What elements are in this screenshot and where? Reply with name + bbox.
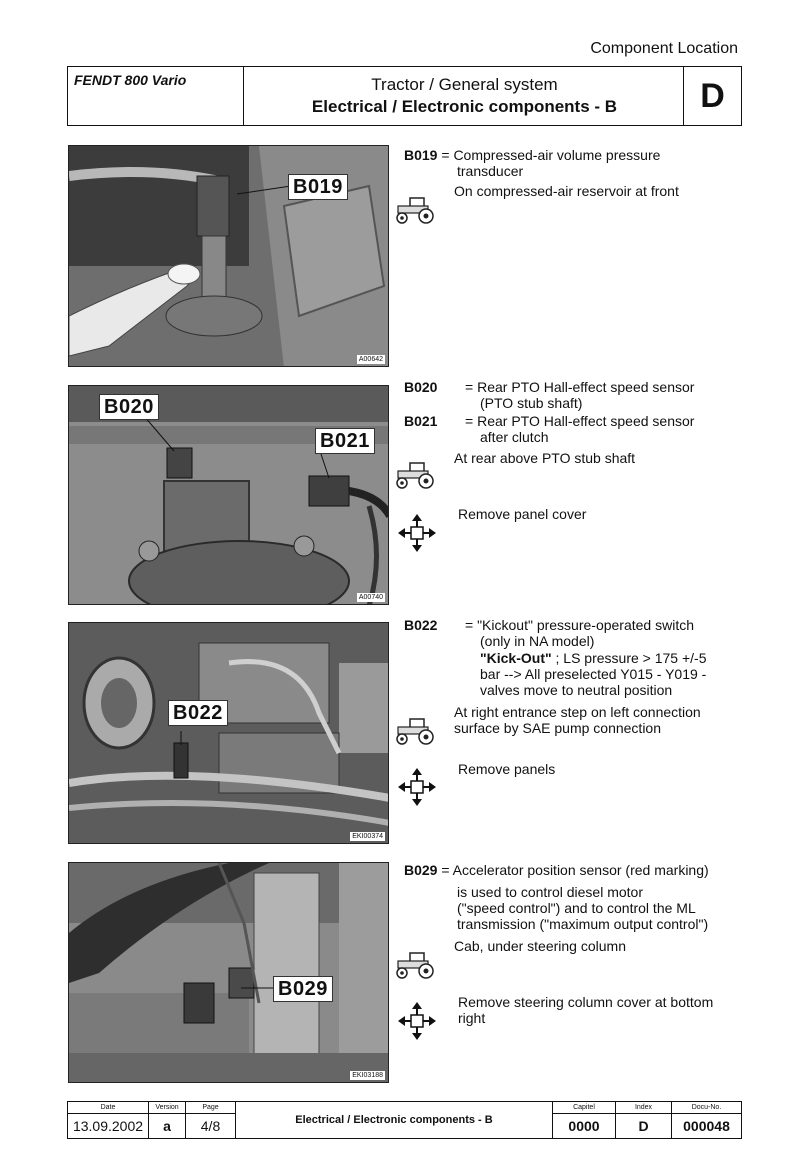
component-desc-cont: ("speed control") and to control the ML bbox=[457, 900, 696, 916]
move-arrows-icon bbox=[396, 512, 438, 559]
kickout-note-line: valves move to neutral position bbox=[480, 682, 673, 698]
image-ref: A00740 bbox=[358, 594, 383, 601]
photo-b022 bbox=[68, 622, 389, 844]
equals-sign: = bbox=[465, 617, 474, 633]
image-ref: EKI03188 bbox=[352, 1072, 383, 1079]
tractor-icon bbox=[392, 460, 438, 495]
footer-capitel: 0000 bbox=[568, 1118, 600, 1134]
move-arrows-icon bbox=[396, 1000, 438, 1047]
entry-b022-code bbox=[404, 617, 437, 633]
kickout-note bbox=[480, 650, 707, 666]
footer-title-cell bbox=[236, 1102, 553, 1138]
footer-date: 13.09.2002 bbox=[72, 1118, 144, 1134]
footer-page-label: Page bbox=[186, 1102, 235, 1114]
footer-docu-label: Docu-No. bbox=[672, 1102, 741, 1114]
location-text: At right entrance step on left connection bbox=[454, 704, 701, 720]
callout-b029: B029 bbox=[273, 976, 333, 1002]
footer-version-cell bbox=[149, 1102, 186, 1138]
component-desc: Rear PTO Hall-effect speed sensor bbox=[477, 379, 695, 395]
footer-title: Electrical / Electronic components - B bbox=[295, 1114, 493, 1126]
entry-b021-code bbox=[404, 413, 437, 429]
photo-b019 bbox=[68, 145, 389, 367]
equals-sign: = bbox=[465, 379, 474, 395]
footer-date-cell bbox=[68, 1102, 149, 1138]
photo-b029 bbox=[68, 862, 389, 1083]
component-desc-cont: transducer bbox=[457, 163, 524, 179]
header-line1: Tractor / General system bbox=[371, 75, 558, 94]
footer-date-label: Date bbox=[68, 1102, 148, 1114]
footer-index-label: Index bbox=[616, 1102, 671, 1114]
component-code: B020 bbox=[404, 379, 438, 395]
entry-b029-code-line bbox=[404, 862, 709, 878]
header-line2: Electrical / Electronic components - B bbox=[311, 97, 618, 116]
component-code: B022 bbox=[404, 617, 438, 633]
footer-version: a bbox=[163, 1118, 171, 1134]
action-text: Remove steering column cover at bottom bbox=[458, 994, 714, 1010]
action-text: Remove panels bbox=[458, 761, 556, 777]
callout-b020: B020 bbox=[99, 394, 159, 420]
footer-capitel-label: Capitel bbox=[553, 1102, 615, 1114]
component-desc-cont: (PTO stub shaft) bbox=[480, 395, 583, 411]
footer-page: 4/8 bbox=[200, 1118, 221, 1134]
footer-version-label: Version bbox=[149, 1102, 185, 1114]
component-desc-cont: after clutch bbox=[480, 429, 549, 445]
callout-b022: B022 bbox=[168, 700, 228, 726]
callout-b021: B021 bbox=[315, 428, 375, 454]
component-code: B021 bbox=[404, 413, 438, 429]
tractor-icon bbox=[392, 716, 438, 751]
footer-page-cell bbox=[186, 1102, 236, 1138]
component-desc: "Kickout" pressure-operated switch bbox=[477, 617, 695, 633]
entry-b022-desc bbox=[465, 617, 694, 633]
footer-docu-cell bbox=[672, 1102, 741, 1138]
location-text: Cab, under steering column bbox=[454, 938, 626, 954]
equals-sign: = bbox=[441, 862, 450, 878]
page-header bbox=[67, 66, 742, 126]
tractor-icon bbox=[392, 195, 438, 230]
component-code: B029 bbox=[404, 862, 438, 878]
move-arrows-icon bbox=[396, 766, 438, 813]
component-desc: Rear PTO Hall-effect speed sensor bbox=[477, 413, 695, 429]
footer-docu: 000048 bbox=[683, 1118, 730, 1134]
header-title bbox=[244, 67, 685, 125]
action-text-cont: right bbox=[458, 1010, 486, 1026]
location-text: At rear above PTO stub shaft bbox=[454, 450, 636, 466]
image-ref: EKI00374 bbox=[352, 833, 383, 840]
component-desc-cont: transmission ("maximum output control") bbox=[457, 916, 709, 932]
photo-b020-b021 bbox=[68, 385, 389, 605]
component-desc-cont: (only in NA model) bbox=[480, 633, 595, 649]
action-text: Remove panel cover bbox=[458, 506, 587, 522]
chapter-letter: D bbox=[683, 67, 741, 125]
entry-b020-code bbox=[404, 379, 437, 395]
component-desc: Accelerator position sensor (red marking) bbox=[452, 862, 709, 878]
page-footer bbox=[67, 1101, 742, 1139]
footer-index: D bbox=[638, 1118, 649, 1134]
component-desc: Compressed-air volume pressure bbox=[453, 147, 661, 163]
kickout-label: "Kick-Out" bbox=[480, 650, 552, 666]
kickout-note-text: ; LS pressure > 175 +/-5 bbox=[551, 650, 707, 666]
entry-b021-desc bbox=[465, 413, 694, 429]
section-label: Component Location bbox=[590, 40, 738, 57]
kickout-note-line: bar --> All preselected Y015 - Y019 - bbox=[480, 666, 707, 682]
tractor-icon bbox=[392, 950, 438, 985]
entry-b020-desc bbox=[465, 379, 694, 395]
equals-sign: = bbox=[441, 147, 450, 163]
footer-capitel-cell bbox=[553, 1102, 616, 1138]
location-text-cont: surface by SAE pump connection bbox=[454, 720, 662, 736]
location-text: On compressed-air reservoir at front bbox=[454, 183, 679, 199]
callout-b019: B019 bbox=[288, 174, 348, 200]
image-ref: A00642 bbox=[358, 356, 383, 363]
component-code: B019 bbox=[404, 147, 438, 163]
equals-sign: = bbox=[465, 413, 474, 429]
component-desc-cont: is used to control diesel motor bbox=[457, 884, 643, 900]
entry-b019-code-line bbox=[404, 147, 660, 163]
model-name: FENDT 800 Vario bbox=[68, 67, 244, 125]
footer-index-cell bbox=[616, 1102, 672, 1138]
